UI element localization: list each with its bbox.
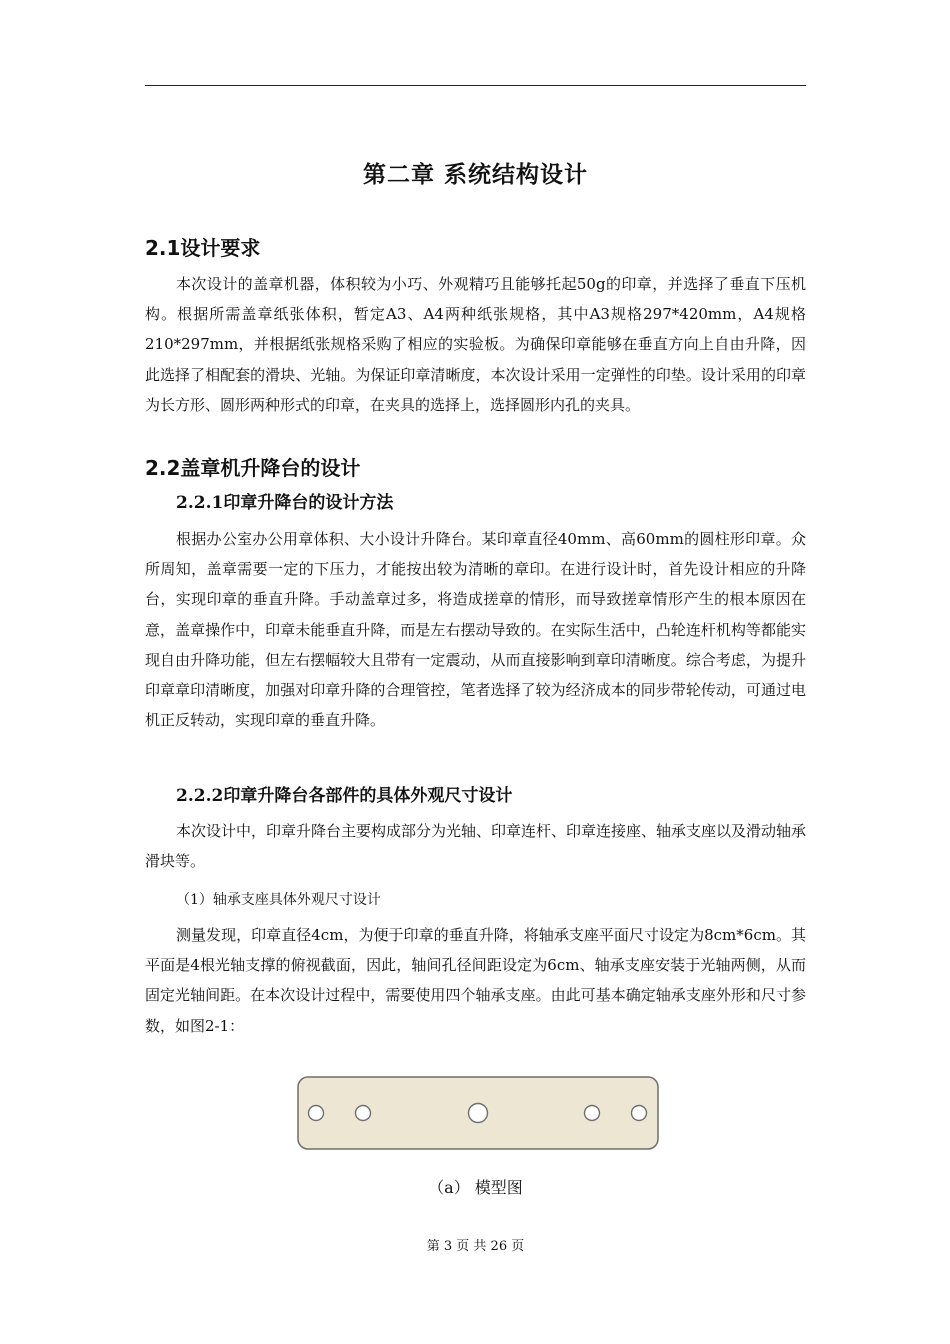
mounting-hole xyxy=(356,1106,371,1121)
mounting-hole xyxy=(585,1106,600,1121)
center-hole xyxy=(469,1104,488,1123)
section-heading-2-1: 2.1设计要求 xyxy=(145,236,261,260)
subsection-2-2-1-paragraph: 根据办公室办公用章体积、大小设计升降台。某印章直径40mm、高60mm的圆柱形印章。众所周知，盖章需要一定的下压力，才能按出较为清晰的章印。在进行设计时，首先设计相应的升降台，实现印章的垂直升降。手动盖章过多，将造成搓章的情形，而导致搓章情形产生的根本原因在意，盖章操作中，印章未能垂直升降，而是左右摆动导致的。在实际生活中，凸轮连杆机构等都能实现自由升降功能，但左右摆幅较大且带有一定震动，从而直接影响到章印清晰度。综合考虑，为提升印章章印清晰度，加强对印章升降的合理管控，笔者选择了较为经济成本的同步带轮传动，可通过电机正反转动，实现印章的垂直升降。 xyxy=(145,530,806,730)
bearing-support-paragraph: 测量发现，印章直径4cm，为便于印章的垂直升降，将轴承支座平面尺寸设定为8cm*6cm。其平面是4根光轴支撑的俯视截面，因此，轴间孔径间距设定为6cm、轴承支座安装于光轴两侧，从而固定光轴间距。在本次设计过程中，需要使用四个轴承支座。由此可基本确定轴承支座外形和尺寸参数，如图2-1： xyxy=(145,926,806,1035)
mounting-hole xyxy=(309,1106,324,1121)
subsection-heading-2-2-2: 2.2.2印章升降台各部件的具体外观尺寸设计 xyxy=(176,786,513,806)
section-heading-2-2: 2.2盖章机升降台的设计 xyxy=(145,456,361,480)
section-2-1-paragraph: 本次设计的盖章机器，体积较为小巧、外观精巧且能够托起50g的印章，并选择了垂直下压机构。根据所需盖章纸张体积，暂定A3、A4两种纸张规格，其中A3规格297*420mm，A4规格210*297mm，并根据纸张规格采购了相应的实验板。为确保印章能够在垂直方向上自由升降，因此选择了相配套的滑块、光轴。为保证印章清晰度，本次设计采用一定弹性的印垫。设计采用的印章为长方形、圆形两种形式的印章，在夹具的选择上，选择圆形内孔的夹具。 xyxy=(145,275,806,414)
chapter-title: 第二章 系统结构设计 xyxy=(362,162,588,188)
subsection-heading-2-2-1: 2.2.1印章升降台的设计方法 xyxy=(176,493,394,513)
bearing-support-model-figure xyxy=(297,1076,659,1150)
figure-caption: （a） 模型图 xyxy=(428,1178,523,1197)
header-rule xyxy=(145,85,806,86)
subsection-2-2-2-paragraph: 本次设计中，印章升降台主要构成部分为光轴、印章连杆、印章连接座、轴承支座以及滑动轴承滑块等。 xyxy=(145,822,807,871)
mounting-hole xyxy=(632,1106,647,1121)
page-footer: 第 3 页 共 26 页 xyxy=(426,1239,525,1254)
list-item-bearing-support: （1）轴承支座具体外观尺寸设计 xyxy=(176,892,381,908)
